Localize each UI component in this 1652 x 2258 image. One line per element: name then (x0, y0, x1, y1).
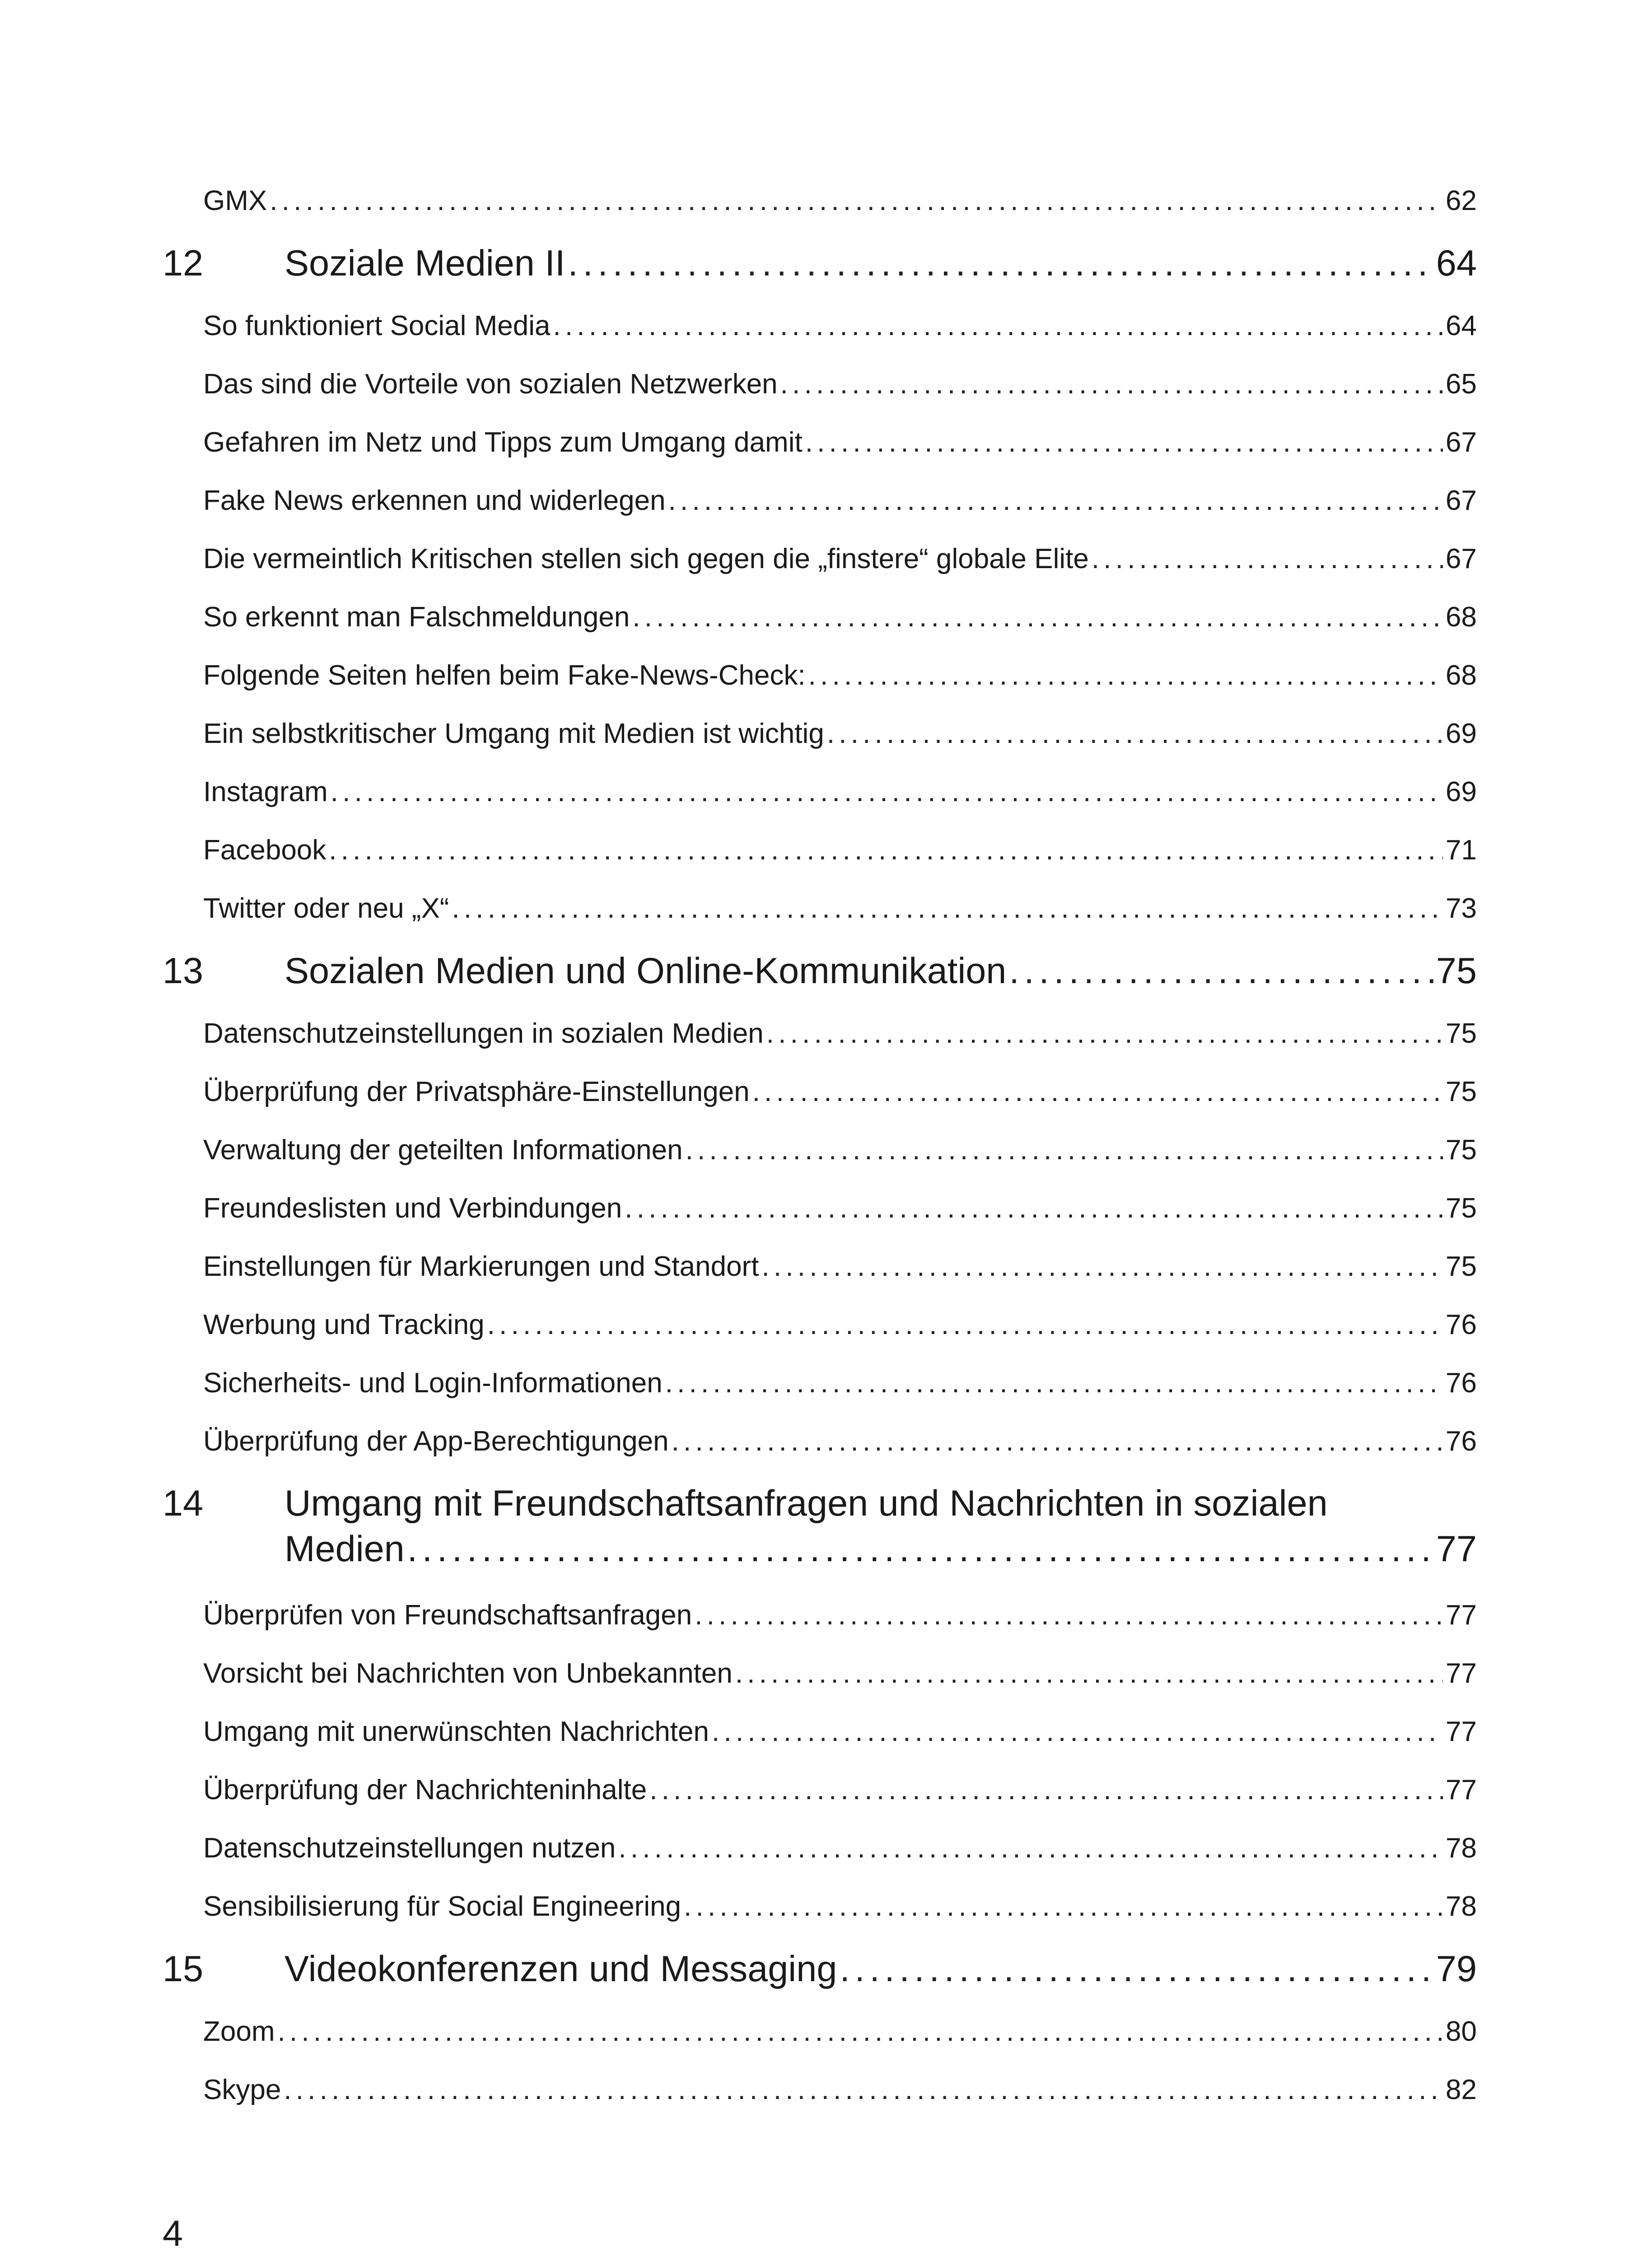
toc-entry-title: Vorsicht bei Nachrichten von Unbekannten (203, 1658, 733, 1689)
toc-leader-dots (625, 1192, 1443, 1224)
toc-entry[interactable] (163, 1412, 1477, 1470)
toc-entry-title: Facebook (203, 835, 327, 866)
toc-entry[interactable] (163, 1819, 1477, 1877)
toc-leader-dots (452, 892, 1443, 924)
toc-entry[interactable] (163, 1354, 1477, 1412)
toc-entry-title: Die vermeintlich Kritischen stellen sich gegen die „finstere“ globale Elite (203, 543, 1089, 574)
toc-leader-dots (712, 1716, 1443, 1748)
toc-entry-title: Fake News erkennen und widerlegen (203, 485, 666, 516)
toc-entry-page: 64 (1446, 310, 1477, 341)
toc-entry-page: 69 (1446, 776, 1477, 807)
toc-entry-title: Sicherheits- und Login-Informationen (203, 1367, 663, 1399)
toc-entry-title: Überprüfung der App-Berechtigungen (203, 1426, 669, 1457)
toc-chapter-page: 77 (1436, 1529, 1477, 1569)
toc-leader-dots (1009, 950, 1433, 992)
toc-leader-dots (766, 1017, 1443, 1050)
toc-chapter-number: 15 (163, 1948, 204, 1989)
toc-entry-page: 62 (1446, 185, 1477, 216)
toc-leader-dots (284, 2074, 1443, 2106)
toc-leader-dots (487, 1309, 1443, 1341)
toc-leader-dots (277, 2015, 1443, 2048)
toc-entry-page: 77 (1446, 1658, 1477, 1689)
toc-leader-dots (808, 659, 1443, 691)
toc-chapter[interactable] (163, 938, 1477, 1004)
toc-entry-title: Instagram (203, 776, 328, 807)
toc-chapter[interactable] (163, 1936, 1477, 2002)
toc-chapter[interactable] (163, 1470, 1477, 1586)
toc-entry-page: 68 (1446, 660, 1477, 691)
toc-entry-page: 80 (1446, 2016, 1477, 2047)
toc-entry-title: So erkennt man Falschmeldungen (203, 602, 630, 633)
toc-entry[interactable] (163, 297, 1477, 355)
toc-entry-title: Skype (203, 2074, 281, 2105)
toc-entry[interactable] (163, 1179, 1477, 1237)
toc-entry-page: 77 (1446, 1716, 1477, 1747)
toc-leader-dots (686, 1134, 1443, 1166)
toc-chapter-number: 12 (163, 243, 204, 284)
toc-leader-dots (568, 243, 1433, 285)
toc-entry-page: 75 (1446, 1193, 1477, 1224)
toc-chapter-page: 75 (1436, 950, 1477, 991)
toc-leader-dots (780, 368, 1443, 400)
toc-entry-title: Das sind die Vorteile von sozialen Netzwerken (203, 369, 778, 400)
toc-leader-dots (695, 1599, 1443, 1631)
toc-entry-title: Freundeslisten und Verbindungen (203, 1193, 622, 1224)
toc-leader-dots (805, 426, 1443, 458)
toc-entry-page: 67 (1446, 543, 1477, 574)
spacer (163, 1578, 1477, 1586)
toc-entry-title: GMX (203, 185, 267, 216)
toc-entry-page: 73 (1446, 893, 1477, 924)
toc-chapter-number: 13 (163, 950, 204, 991)
toc-entry-page: 68 (1446, 602, 1477, 633)
toc-entry[interactable] (163, 1644, 1477, 1703)
toc-chapter-number: 14 (163, 1483, 204, 1524)
toc-leader-dots (632, 601, 1443, 633)
toc-entry-page: 67 (1446, 427, 1477, 458)
toc-entry[interactable] (163, 2002, 1477, 2061)
toc-entry-title: Sensibilisierung für Social Engineering (203, 1891, 681, 1922)
toc-entry-page: 75 (1446, 1076, 1477, 1107)
toc-entry[interactable] (163, 821, 1477, 879)
toc-entry-title: Datenschutzeinstellungen nutzen (203, 1833, 616, 1864)
toc-entry[interactable] (163, 1703, 1477, 1761)
toc-entry[interactable] (163, 646, 1477, 704)
toc-leader-dots (735, 1657, 1443, 1689)
toc-entry-title: Folgende Seiten helfen beim Fake-News-Check: (203, 660, 806, 691)
toc-entry[interactable] (163, 1121, 1477, 1179)
toc-chapter-page: 79 (1436, 1948, 1477, 1989)
toc-entry-title: Twitter oder neu „X“ (203, 893, 449, 924)
toc-leader-dots (618, 1832, 1443, 1864)
toc-entry[interactable] (163, 588, 1477, 646)
toc-entry-title: So funktioniert Social Media (203, 310, 551, 341)
toc-entry-page: 78 (1446, 1891, 1477, 1922)
toc-entry-title: Ein selbstkritischer Umgang mit Medien ist wichtig (203, 718, 824, 749)
toc-entry-page: 75 (1446, 1251, 1477, 1282)
toc-entry-page: 78 (1446, 1833, 1477, 1864)
toc-leader-dots (827, 718, 1443, 750)
toc-entry[interactable] (163, 1761, 1477, 1819)
toc-leader-dots (840, 1948, 1433, 1990)
toc-entry[interactable] (163, 1586, 1477, 1644)
toc-leader-dots (270, 185, 1443, 217)
toc-entry-title: Überprüfung der Privatsphäre-Einstellungen (203, 1076, 750, 1107)
toc-entry-title: Werbung und Tracking (203, 1309, 485, 1340)
toc-entry-title: Einstellungen für Markierungen und Standort (203, 1251, 759, 1282)
page-number: 4 (163, 2213, 183, 2254)
toc-entry-page: 76 (1446, 1309, 1477, 1340)
toc-leader-dots (407, 1528, 1433, 1570)
toc-entry-page: 77 (1446, 1774, 1477, 1805)
toc-chapter-title: Soziale Medien II (285, 243, 565, 284)
toc-leader-dots (761, 1250, 1443, 1283)
toc-entry[interactable] (163, 1063, 1477, 1121)
toc-chapter[interactable] (163, 230, 1477, 297)
toc-entry[interactable] (163, 704, 1477, 763)
toc-entry[interactable] (163, 2061, 1477, 2119)
toc-leader-dots (329, 834, 1443, 866)
toc-chapter-title: Sozialen Medien und Online-Kommunikation (285, 950, 1007, 991)
table-of-contents (163, 172, 1477, 2119)
toc-chapter-page: 64 (1436, 243, 1477, 284)
toc-entry[interactable] (163, 1004, 1477, 1063)
toc-leader-dots (331, 776, 1443, 808)
toc-entry-title: Überprüfung der Nachrichteninhalte (203, 1774, 647, 1805)
toc-entry[interactable] (163, 879, 1477, 938)
toc-leader-dots (684, 1890, 1443, 1922)
toc-chapter-line-2 (163, 1528, 1477, 1578)
toc-entry-page: 71 (1446, 835, 1477, 866)
toc-entry[interactable] (163, 413, 1477, 471)
toc-entry-page: 67 (1446, 485, 1477, 516)
toc-entry-page: 76 (1446, 1367, 1477, 1399)
toc-chapter-title: Videokonferenzen und Messaging (285, 1948, 837, 1989)
toc-entry[interactable] (163, 1237, 1477, 1296)
toc-entry-page: 77 (1446, 1600, 1477, 1631)
toc-entry-page: 75 (1446, 1134, 1477, 1166)
toc-chapter-title-continued: Medien (285, 1529, 405, 1569)
toc-entry-title: Gefahren im Netz und Tipps zum Umgang damit (203, 427, 803, 458)
toc-leader-dots (553, 310, 1443, 342)
toc-entry-page: 69 (1446, 718, 1477, 749)
toc-leader-dots (665, 1367, 1443, 1399)
toc-entry-page: 76 (1446, 1426, 1477, 1457)
toc-leader-dots (1092, 543, 1443, 575)
toc-entry[interactable] (163, 530, 1477, 588)
toc-entry[interactable] (163, 471, 1477, 530)
toc-entry-title: Datenschutzeinstellungen in sozialen Medien (203, 1018, 764, 1049)
toc-leader-dots (672, 1425, 1443, 1457)
toc-chapter-title: Umgang mit Freundschaftsanfragen und Nachrichten in sozialen (285, 1483, 1328, 1524)
toc-leader-dots (752, 1076, 1443, 1108)
toc-entry-title: Zoom (203, 2016, 275, 2047)
toc-entry[interactable] (163, 172, 1477, 230)
toc-entry[interactable] (163, 355, 1477, 413)
toc-entry-title: Verwaltung der geteilten Informationen (203, 1134, 683, 1166)
toc-leader-dots (649, 1774, 1443, 1806)
spacer (163, 1470, 1477, 1479)
toc-entry[interactable] (163, 1877, 1477, 1936)
toc-entry[interactable] (163, 1296, 1477, 1354)
toc-leader-dots (668, 485, 1443, 517)
toc-entry-title: Überprüfen von Freundschaftsanfragen (203, 1600, 692, 1631)
toc-entry-page: 75 (1446, 1018, 1477, 1049)
toc-entry[interactable] (163, 763, 1477, 821)
toc-entry-title: Umgang mit unerwünschten Nachrichten (203, 1716, 709, 1747)
toc-entry-page: 65 (1446, 369, 1477, 400)
toc-entry-page: 82 (1446, 2074, 1477, 2105)
toc-chapter-line-1 (163, 1479, 1477, 1528)
